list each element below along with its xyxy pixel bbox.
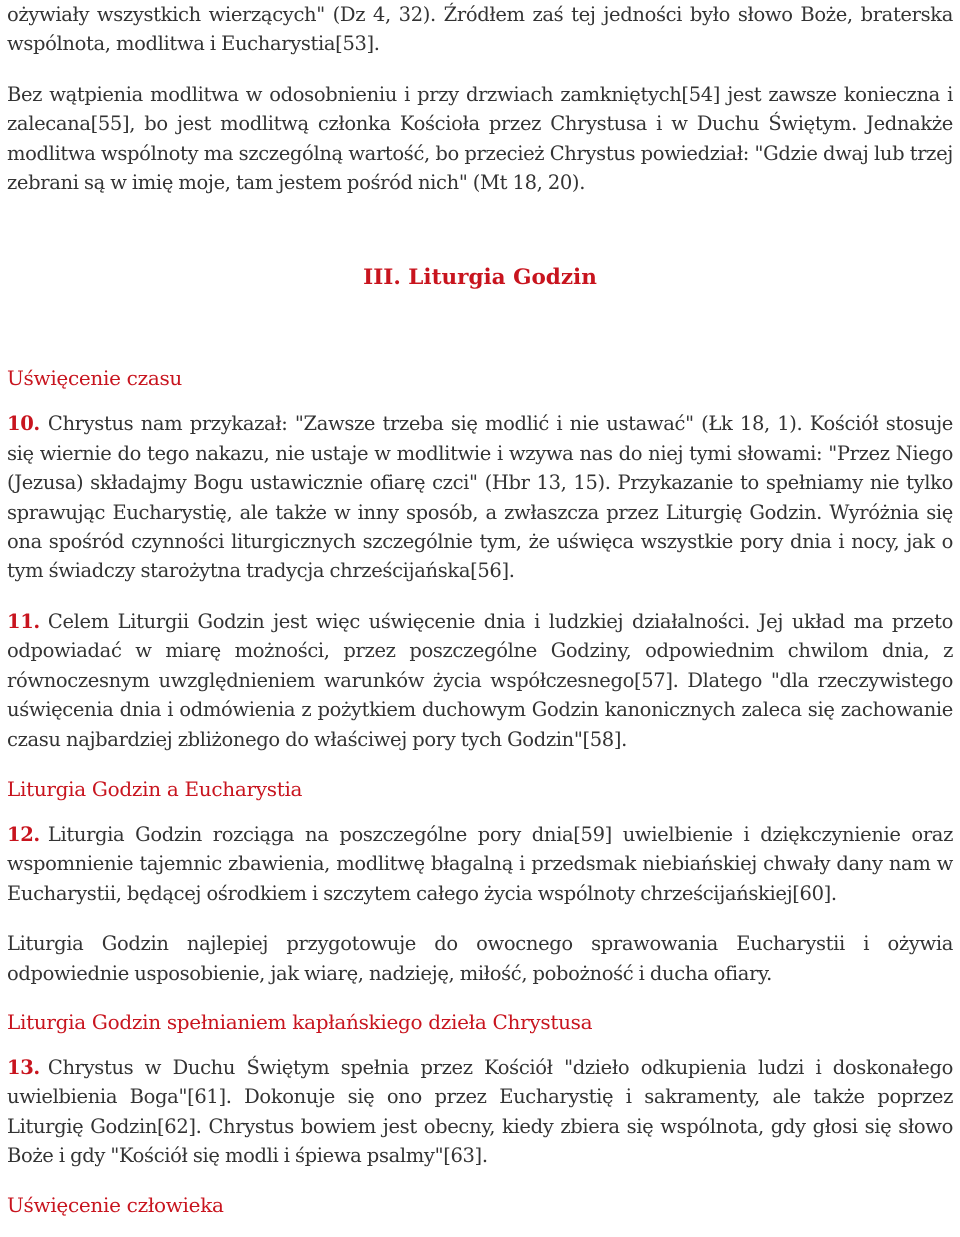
paragraph-text: Celem Liturgii Godzin jest więc uświęcenie dnia i ludzkiej działalności. Jej układ ma przeto odpowiadać w miarę możności, przez poszczególne Godziny, odpowiednim chwilom dnia, z równoczesnym uwzględnieniem warunków życia współczesnego[57]. Dlatego "dla rzeczywistego uświęcenia dnia i odmówienia z pożytkiem duchowym Godzin kanonicznych zaleca się zachowanie czasu najbardziej zbliżonego do właściwej pory tych Godzin"[58]. (7, 609, 953, 751)
paragraph-11 (7, 607, 953, 754)
paragraph-text: Liturgia Godzin rozciąga na poszczególne pory dnia[59] uwielbienie i dziękczynienie oraz wspomnienie tajemnic zbawienia, modlitwę błagalną i przedsmak niebiańskiej chwały dany nam w Eucharystii, będącej ośrodkiem i szczytem całego życia wspólnoty chrześcijańskiej[60]. (7, 822, 953, 905)
paragraph-number: 13. (7, 1055, 40, 1079)
paragraph-text: Liturgia Godzin najlepiej przygotowuje do owocnego sprawowania Eucharystii i ożywia odpowiednie usposobienie, jak wiarę, nadzieję, miłość, pobożność i ducha ofiary. (7, 932, 953, 985)
subsection-title-kaplanskie-dzielo: Liturgia Godzin spełnianiem kapłańskiego dzieła Chrystusa (7, 1009, 593, 1034)
paragraph-12-continued (7, 929, 953, 988)
paragraph-number: 10. (7, 412, 40, 436)
paragraph-10 (7, 409, 953, 585)
intro-paragraph-1: ożywiały wszystkich wierzących" (Dz 4, 32). Źródłem zaś tej jedności było słowo Boże, braterska wspólnota, modlitwa i Eucharystia[53]. (7, 3, 953, 56)
paragraph-12 (7, 820, 953, 908)
paragraph-13 (7, 1053, 953, 1171)
paragraph-number: 11. (7, 609, 40, 633)
subsection-title-liturgia-eucharystia: Liturgia Godzin a Eucharystia (7, 776, 303, 801)
intro-paragraph-2: Bez wątpienia modlitwa w odosobnieniu i przy drzwiach zamkniętych[54] jest zawsze konieczna i zalecana[55], bo jest modlitwą członka Kościoła przez Chrystusa i w Duchu Świętym. Jednakże modlitwa wspólnoty ma szczególną wartość, bo przecież Chrystus powiedział: "Gdzie dwaj lub trzej zebrani są w imię moje, tam jestem pośród nich" (Mt 18, 20). (7, 82, 953, 195)
subsection-title-uswiecenie-czlowieka: Uświęcenie człowieka (7, 1192, 224, 1217)
paragraph-text: Chrystus nam przykazał: "Zawsze trzeba się modlić i nie ustawać" (Łk 18, 1). Kościół stosuje się wiernie do tego nakazu, nie ustaje w modlitwie i wzywa nas do niej tymi słowami: "Przez Niego (Jezusa) składajmy Bogu ustawicznie ofiarę czci" (Hbr 13, 15). Przykazanie to spełniamy nie tylko sprawując Eucharystię, ale także w inny sposób, a zwłaszcza przez Liturgię Godzin. Wyróżnia się ona spośród czynności liturgicznych szczególnie tym, że uświęca wszystkie pory dnia i nocy, jak o tym świadczy starożytna tradycja chrześcijańska[56]. (7, 412, 953, 583)
section-title: III. Liturgia Godzin (363, 265, 597, 291)
paragraph-text: Chrystus w Duchu Świętym spełnia przez Kościół "dzieło odkupienia ludzi i doskonałego uwielbienia Boga"[61]. Dokonuje się ono przez Eucharystię i sakramenty, ale także poprzez Liturgię Godzin[62]. Chrystus bowiem jest obecny, kiedy zbiera się wspólnota, gdy głosi się słowo Boże i gdy "Kościół się modli i śpiewa psalmy"[63]. (7, 1055, 953, 1168)
subsection-title-uswiecenie-czasu: Uświęcenie czasu (7, 366, 182, 391)
paragraph-number: 12. (7, 822, 40, 846)
